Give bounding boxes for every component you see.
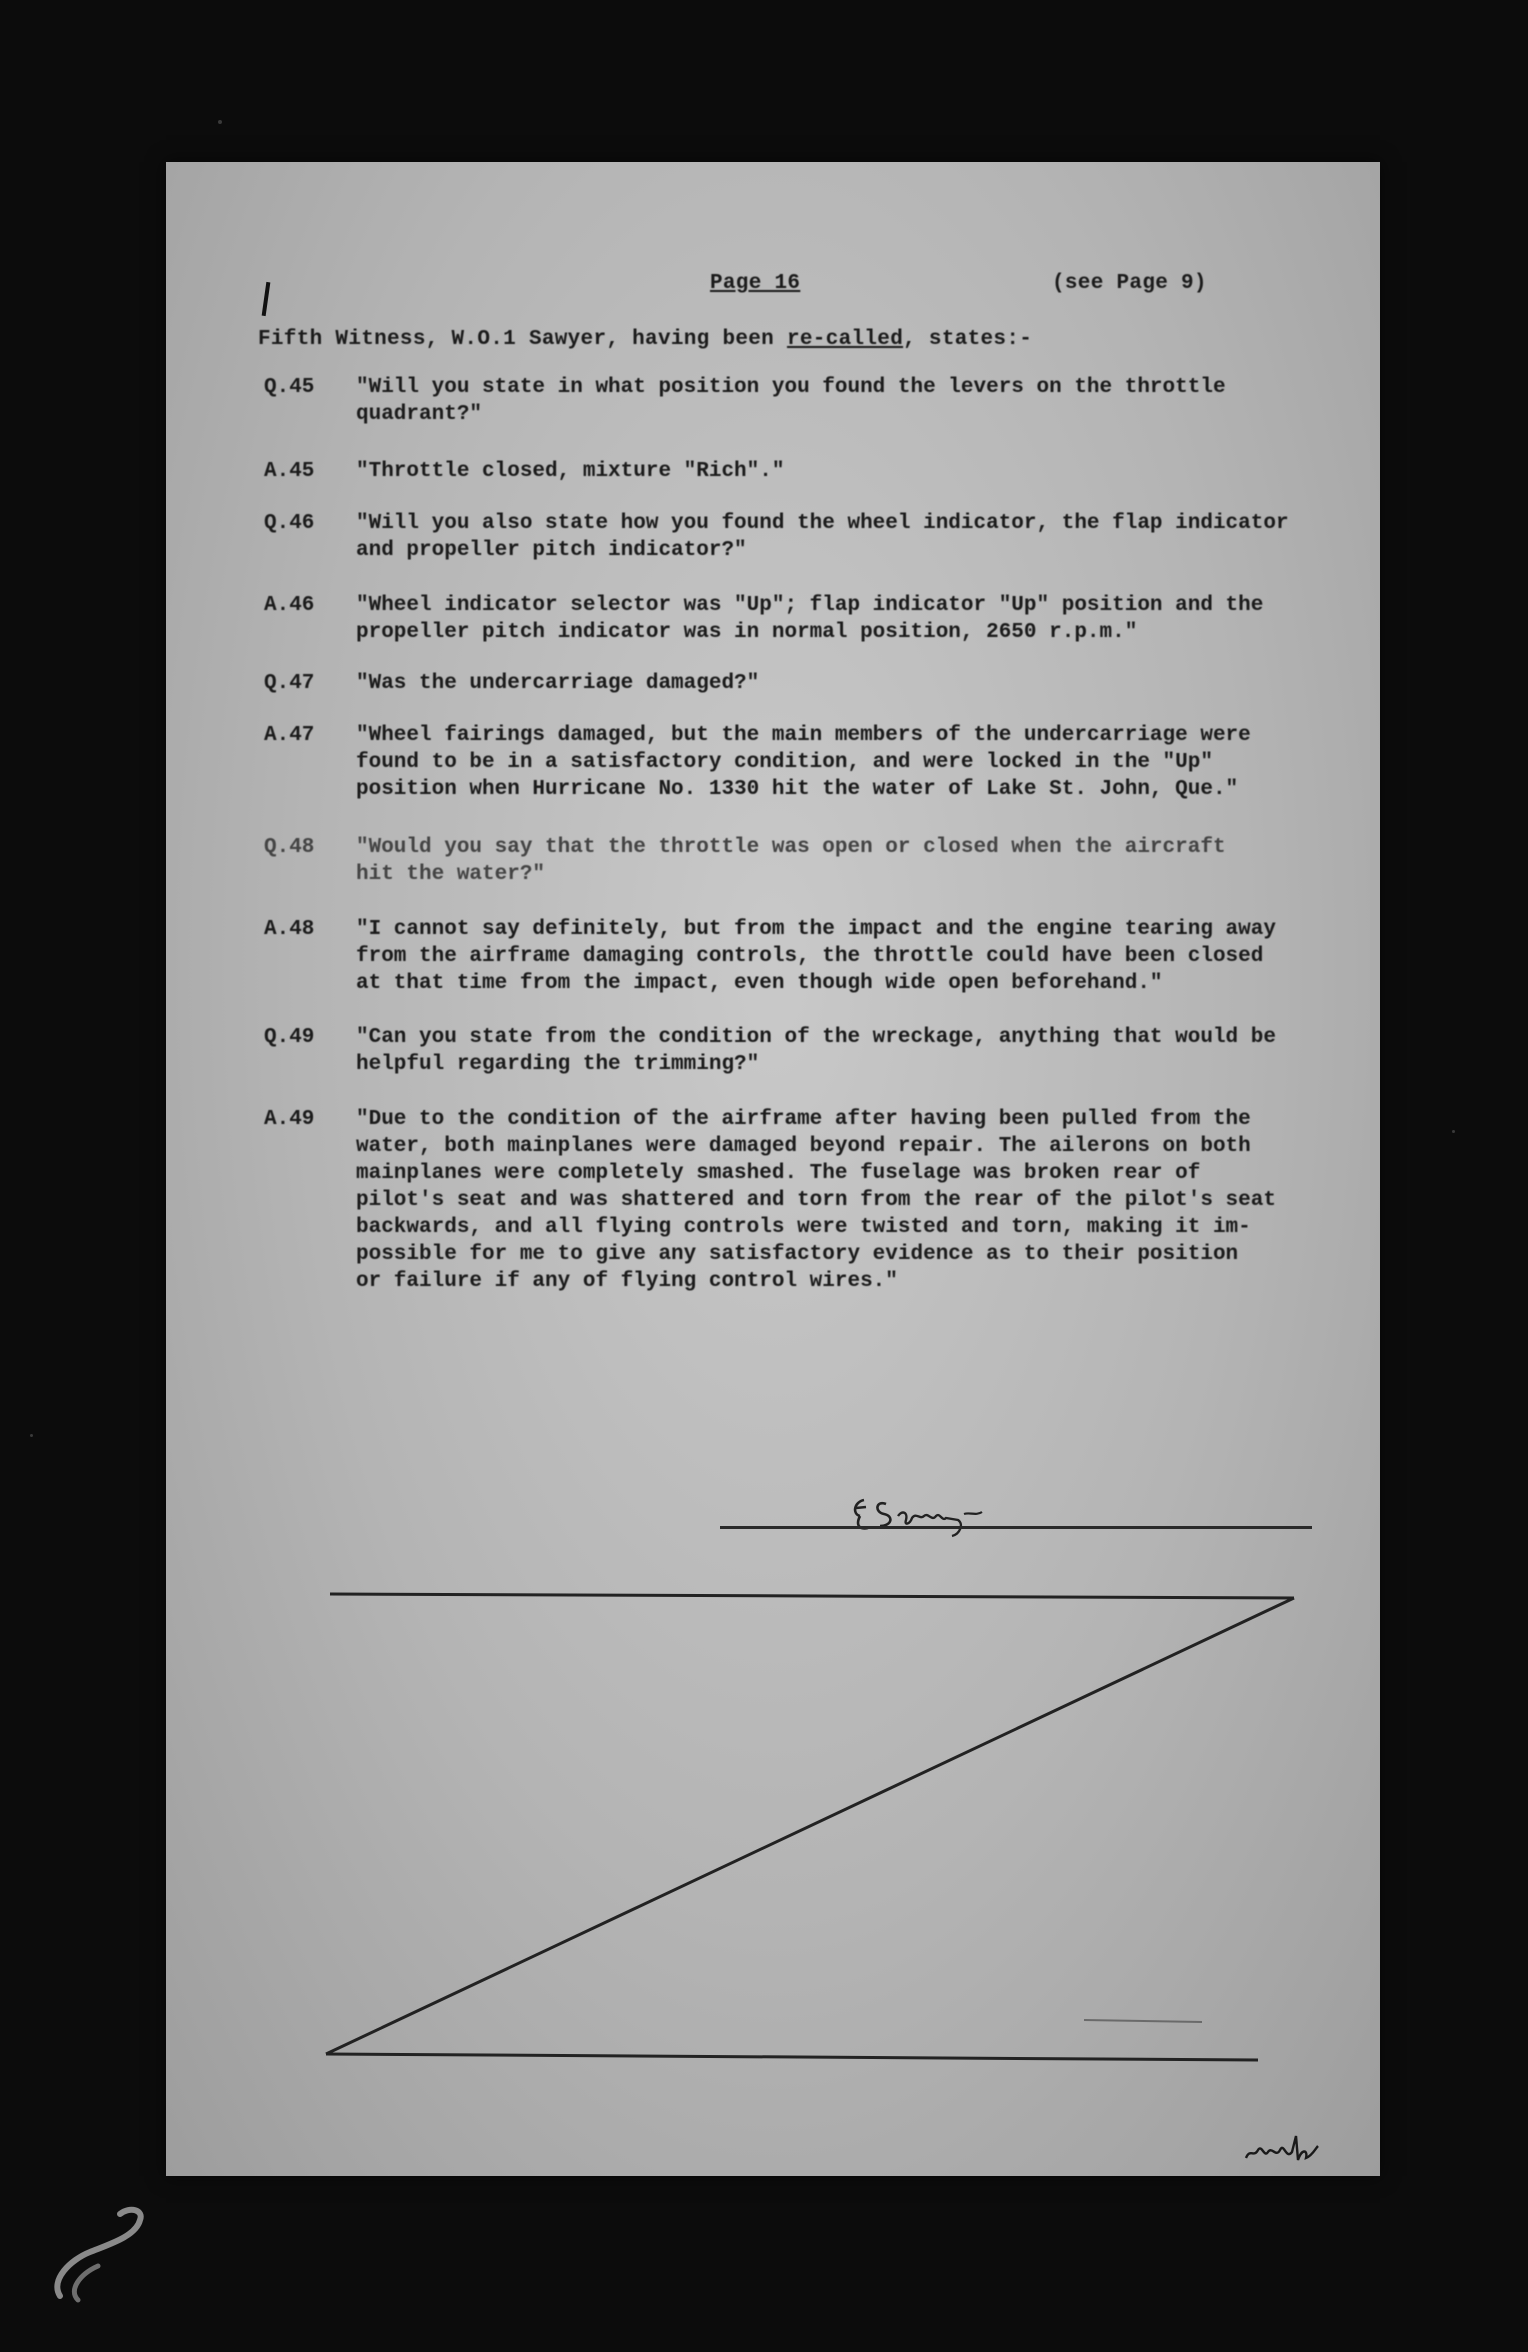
qa-label: A.49 [264,1108,315,1131]
scan-speck [30,1434,33,1437]
page-number-heading: Page 16 [710,272,801,295]
qa-text: "I cannot say definitely, but from the impact and the engine tearing away from the airframe damaging controls, the throttle could have been closed at that time from the impact, even though wide open beforehand." [356,918,1276,995]
paper-clip-icon [40,2200,150,2310]
cross-reference-note: (see Page 9) [1052,272,1207,295]
document-page [166,162,1380,2176]
scan-speck [218,120,222,124]
intro-suffix: , states:- [903,328,1033,351]
qa-text: "Wheel indicator selector was "Up"; flap indicator "Up" position and the propeller pitch indicator was in normal position, 2650 r.p.m." [356,594,1264,644]
qa-label: Q.48 [264,836,315,859]
qa-label: Q.46 [264,512,315,535]
qa-label: Q.49 [264,1026,315,1049]
qa-label: Q.45 [264,376,315,399]
handwritten-initials [1242,2128,1322,2168]
qa-text: "Throttle closed, mixture "Rich"." [356,460,785,483]
intro-prefix: Fifth Witness, W.O.1 Sawyer, having been [258,328,787,351]
qa-label: Q.47 [264,672,315,695]
scan-speck [1452,1130,1455,1133]
qa-label: A.47 [264,724,315,747]
qa-label: A.45 [264,460,315,483]
qa-text: "Wheel fairings damaged, but the main members of the undercarriage were found to be in a satisfactory condition, and were locked in the "Up" position when Hurricane No. 1330 hit the water of Lake St. John, Que." [356,724,1251,801]
qa-text: "Was the undercarriage damaged?" [356,672,760,695]
qa-text: "Will you state in what position you found the levers on the throttle quadrant?" [356,376,1226,426]
qa-label: A.46 [264,594,315,617]
qa-label: A.48 [264,918,315,941]
cancellation-z-lines [166,162,1380,2176]
qa-text: "Would you say that the throttle was open or closed when the aircraft hit the water?" [356,836,1226,886]
qa-text: "Can you state from the condition of the wreckage, anything that would be helpful regarding the trimming?" [356,1026,1276,1076]
qa-text: "Due to the condition of the airframe after having been pulled from the water, both mainplanes were damaged beyond repair. The ailerons on both mainplanes were completely smashed. The fuselage was broken rear of pilot's seat and was shattered and torn from the rear of the pilot's seat backwards, and all flying controls were twisted and torn, making it im- possible for me to give any satisfactory evidence as to their position or failure if any of flying control wires." [356,1108,1276,1293]
qa-text: "Will you also state how you found the wheel indicator, the flap indicator and propeller pitch indicator?" [356,512,1289,562]
intro-underlined: re-called [786,328,904,351]
